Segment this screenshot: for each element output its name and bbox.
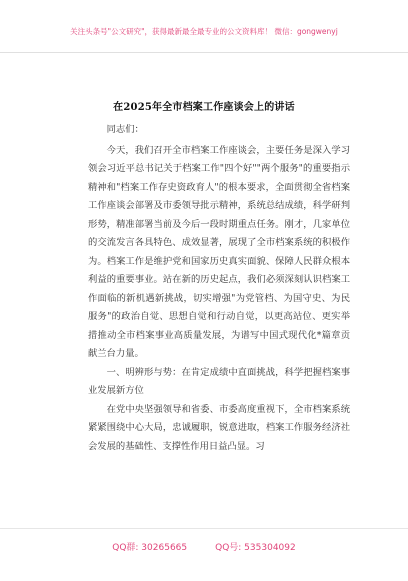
body-paragraph: 在党中央坚强领导和省委、市委高度重视下，全市档案系统紧紧围绕中心大局，忠诚履职，锐意进取，档案工作服务经济社会发展的基础性、支撑性作用日益凸显。习 <box>88 403 350 452</box>
document-title: 在2025年全市档案工作座谈会上的讲话 <box>113 102 295 113</box>
body-paragraph: 今天，我们召开全市档案工作座谈会，主要任务是深入学习领会习近平总书记关于档案工作"四个好""两个服务"的重要指示精神和"档案工作存史资政育人"的根本要求，全面贯彻全省档案工作座谈会部署及市委领导批示精神，系统总结成绩，科学研判形势，精准部署当前及今后一段时期重点任务。刚才，几家单位的交流发言各具特色、成效显著，展现了全市档案系统的积极作为。档案工作是维护党和国家历史真实面貌、保障人民群众根本利益的重要事业。站在新的历史起点，我们必须深刻认识档案工作面临的新机遇新挑战，切实增强"为党管档、为国守史、为民服务"的政治自觉、思想自觉和行动自觉，以更高站位、更实举措推动全市档案事业高质量发展，为谱写中国式现代化*篇章贡献兰台力量。 <box>88 144 350 359</box>
footer-contacts <box>0 540 408 553</box>
document-body <box>88 121 350 456</box>
footer-qq-group: QQ群: 30265665 <box>112 543 188 553</box>
footer-qq-number: QQ号: 535304092 <box>215 543 296 553</box>
section-heading: 一、明辨形与势：在肯定成绩中直面挑战，科学把握档案事业发展新方位 <box>88 366 350 396</box>
header-promo-text: 关注头条号"公文研究"，获得最新最全最专业的公文资料库！ 微信：gongwenyj <box>70 27 338 36</box>
page-footer <box>0 528 408 581</box>
page-header <box>0 0 408 53</box>
salutation: 同志们： <box>106 124 144 135</box>
